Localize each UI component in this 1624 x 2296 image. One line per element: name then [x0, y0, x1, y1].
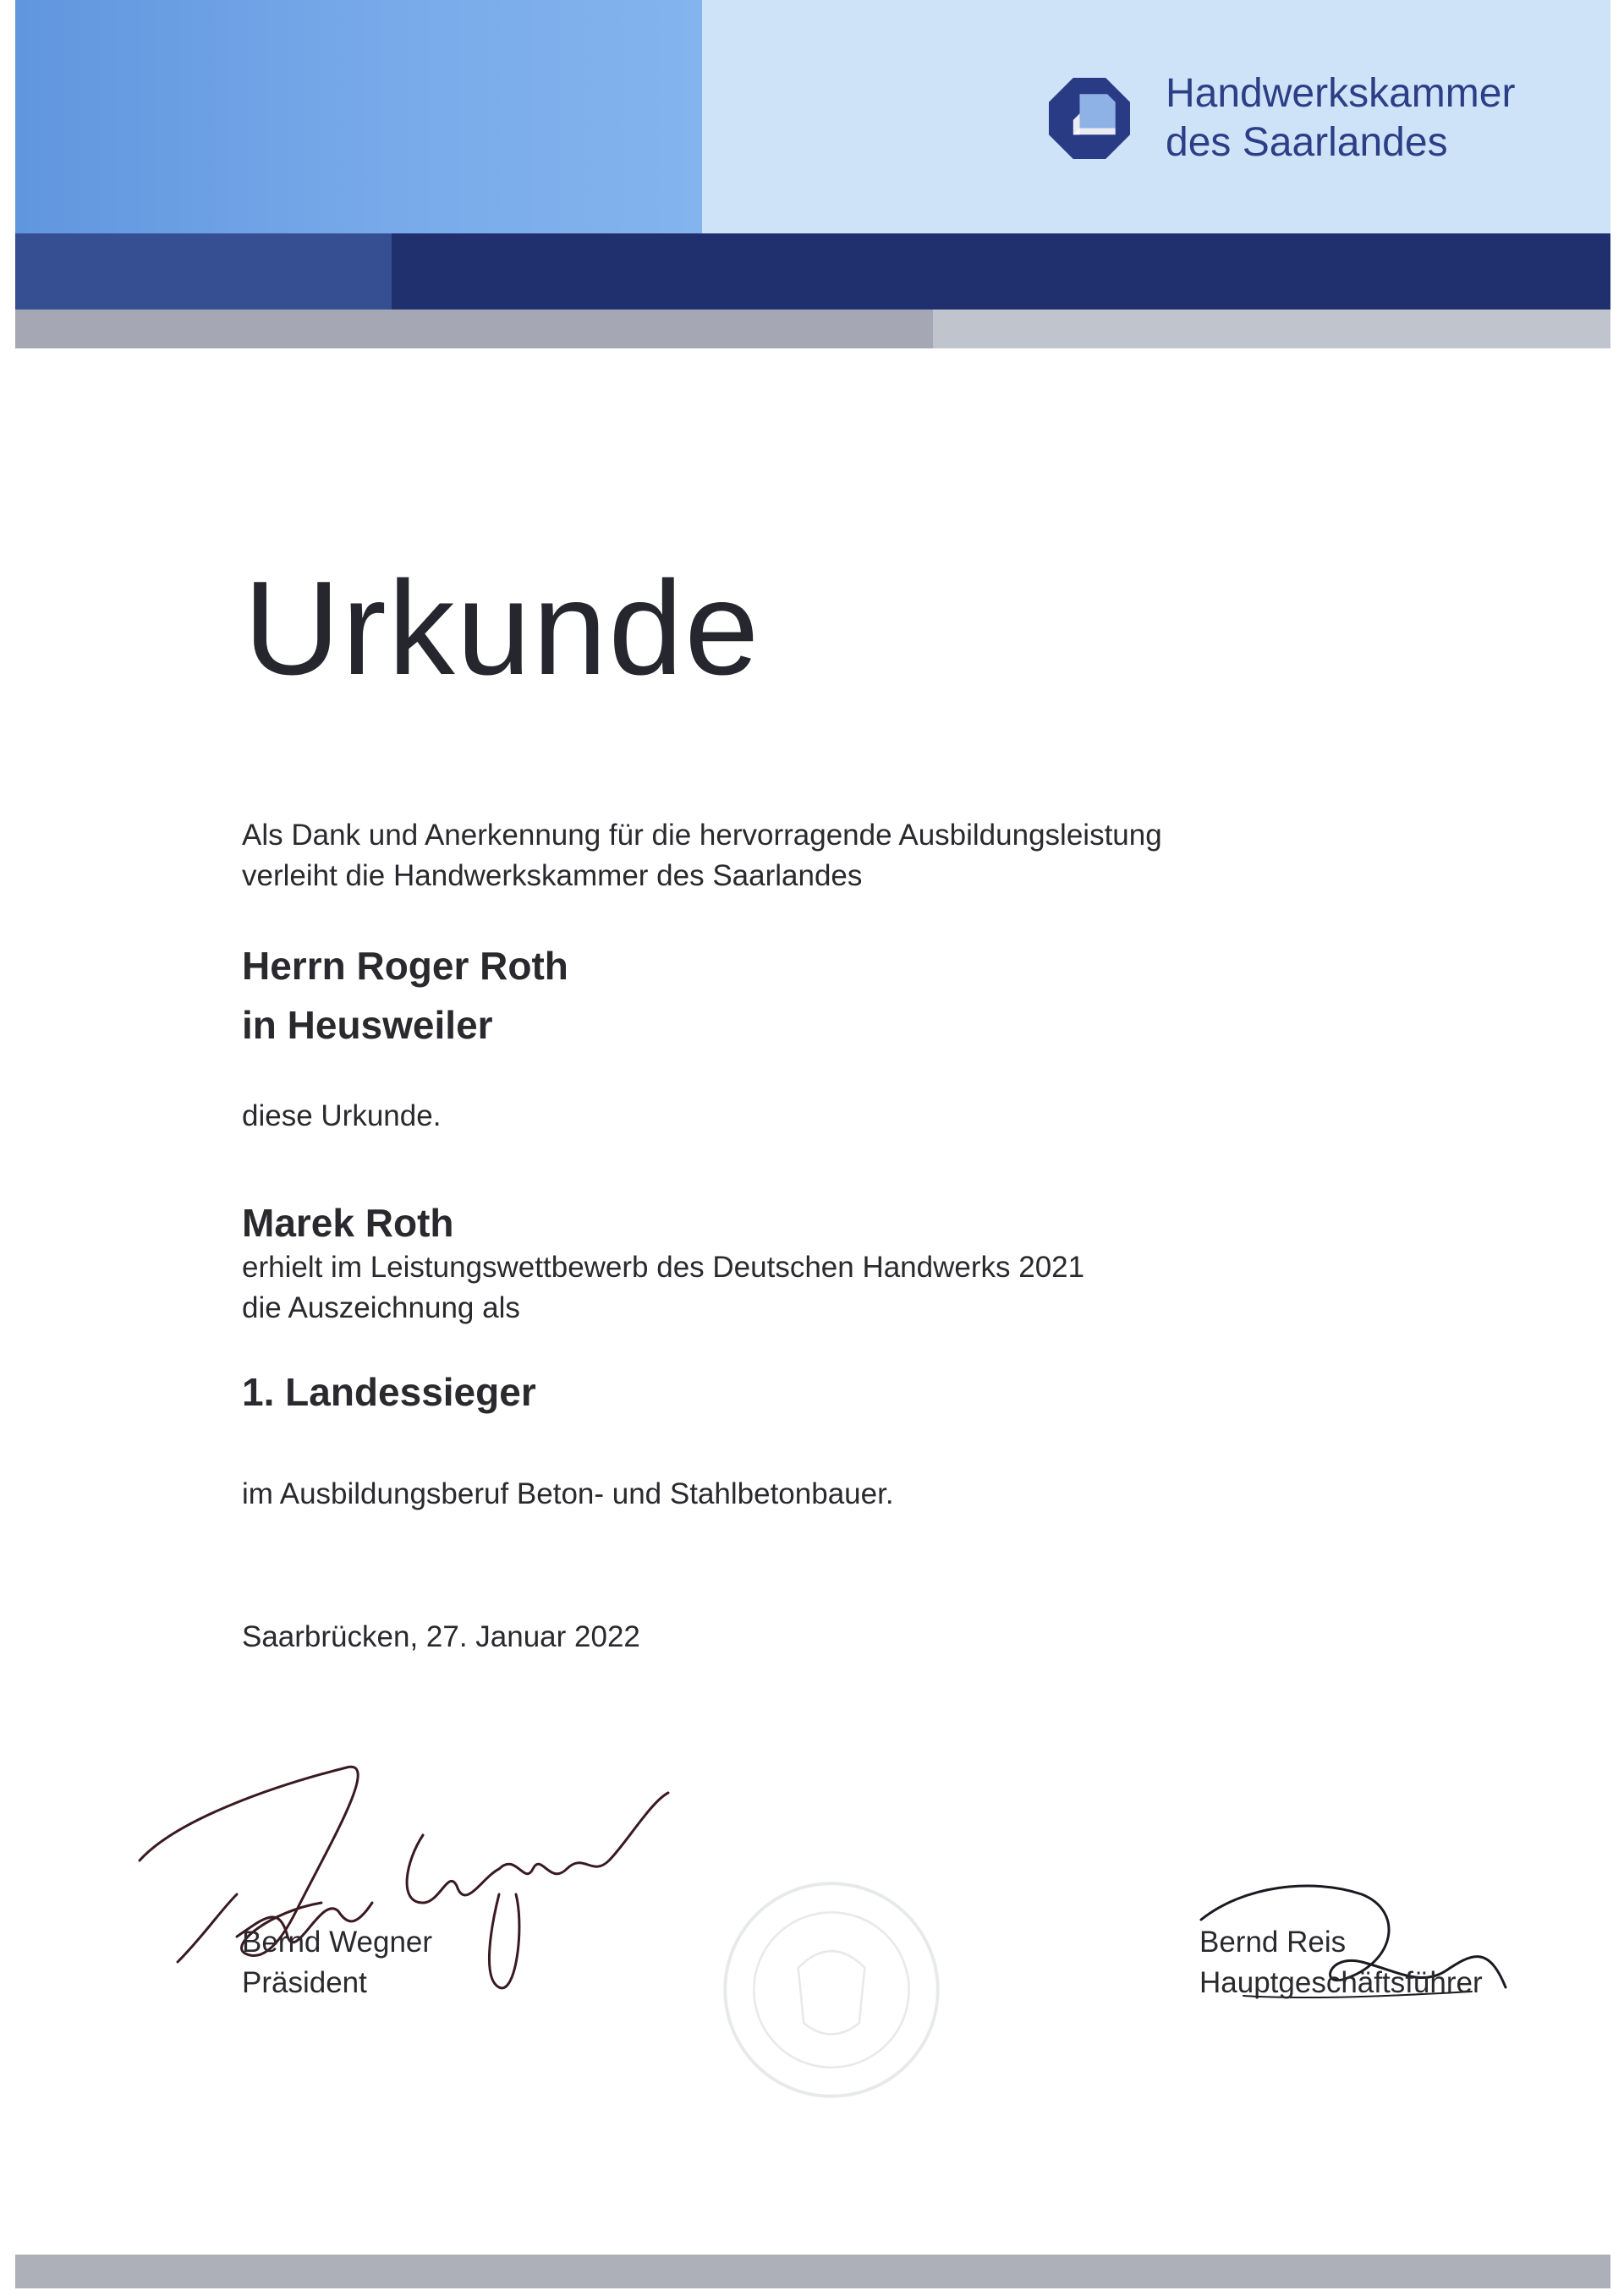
recipient-line1: Herrn Roger Roth — [242, 944, 568, 988]
recipient-line2: in Heusweiler — [242, 1003, 493, 1047]
org-name-line1: Handwerkskammer — [1166, 71, 1516, 116]
header-navy-stripe-right — [392, 233, 1610, 310]
header-grey-stripe-left — [15, 310, 933, 348]
intro-line1: Als Dank und Anerkennung für die hervorragende Ausbildungsleistung — [242, 819, 1162, 852]
apprentice-line1: erhielt im Leistungswettbewerb des Deutschen Handwerks 2021 — [242, 1251, 1085, 1284]
document-title: Urkunde — [244, 554, 761, 703]
header-band — [15, 0, 1610, 348]
closing-text: diese Urkunde. — [242, 1099, 442, 1132]
header-navy-stripe-left — [15, 233, 392, 310]
header-light-blue-block — [15, 0, 702, 233]
signatory-left-role: Präsident — [242, 1966, 367, 1999]
apprentice-line2: die Auszeichnung als — [242, 1291, 520, 1324]
place-date: Saarbrücken, 27. Januar 2022 — [242, 1620, 640, 1653]
intro-line2: verleiht die Handwerkskammer des Saarlandes — [242, 859, 863, 892]
signature-president — [127, 1742, 677, 2013]
organization-name — [1166, 69, 1515, 167]
apprentice-name: Marek Roth — [242, 1201, 454, 1245]
signatory-right-role: Hauptgeschäftsführer — [1199, 1966, 1483, 1999]
signatory-left-name: Bernd Wegner — [242, 1926, 433, 1959]
footer-grey-band — [15, 2255, 1610, 2288]
profession-line: im Ausbildungsberuf Beton- und Stahlbetonbauer. — [242, 1477, 894, 1510]
embossed-seal — [721, 1879, 942, 2101]
signatory-right-name: Bernd Reis — [1199, 1926, 1347, 1959]
org-name-line2: des Saarlandes — [1166, 120, 1448, 165]
hwk-logo-icon — [1049, 78, 1130, 159]
award-title: 1. Landessieger — [242, 1370, 536, 1414]
header-grey-stripe-right — [933, 310, 1610, 348]
